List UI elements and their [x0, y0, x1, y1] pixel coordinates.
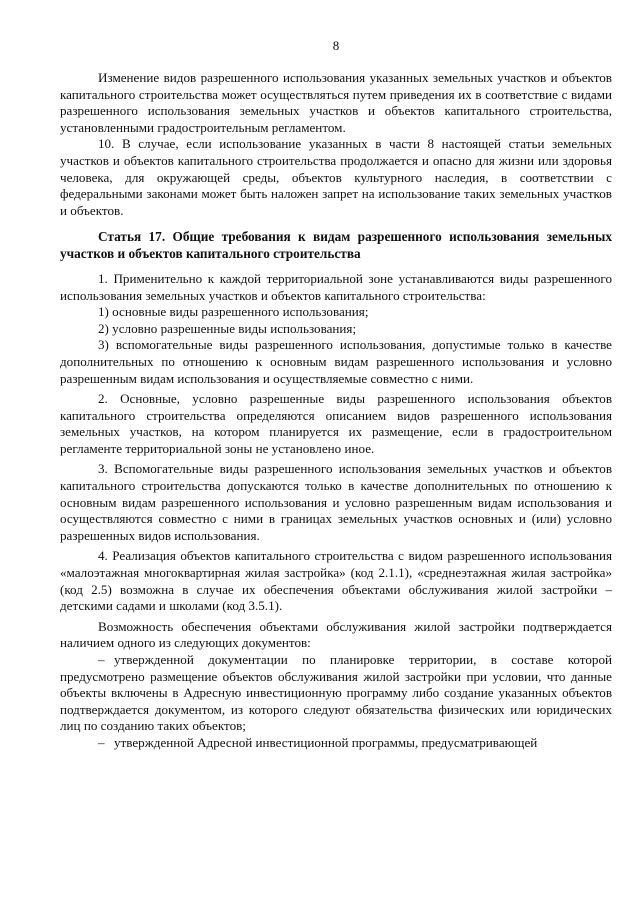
- article-17-paragraph-4: 4. Реализация объектов капитального строительства с видом разрешенного использования «малоэтажная многоквартирная жилая застройка» (код 2.1.1), «среднеэтажная жилая застройка» (код 2.5) возможна в случае их обеспечения объектами обслуживания жилой застройки – детскими садами и школами (код 3.5.1).: [60, 548, 612, 614]
- paragraph-10: 10. В случае, если использование указанных в части 8 настоящей статьи земельных участков и объектов капитального строительства продолжается и опасно для жизни или здоровья человека, для окружающей среды, объектов культурного наследия, в соответствии с федеральными законами может быть наложен запрет на использование таких земельных участков и объектов.: [60, 136, 612, 218]
- dash-list-item-text: утвержденной Адресной инвестиционной программы, предусматривающей: [114, 734, 538, 750]
- dash-list-item: [60, 652, 612, 735]
- article-17-paragraph-2: 2. Основные, условно разрешенные виды разрешенного использования объектов капитального строительства определяются описанием видов разрешенного использования земельных участков, на котором планируется их размещение, если в градостроительном регламенте территориальной зоны не установлено иное.: [60, 391, 612, 456]
- dash-list-item-text: утвержденной документации по планировке территории, в составе которой предусмотрено размещение объектов обслуживания жилой застройки при условии, что данные объекты включены в Адресную инвестиционную программу либо создание указанных объектов подтверждается документом, из которого следуют обязательства физических или юридических лиц по созданию таких объектов;: [60, 652, 612, 734]
- dash-list-item: [60, 735, 612, 752]
- paragraph-regulation-change: Изменение видов разрешенного использования указанных земельных участков и объектов капитального строительства может осуществляться путем приведения их в соответствие с видами разрешенного использования земельных участков и объектов капитального строительства, установленными градостроительным регламентом.: [60, 70, 612, 135]
- paragraph-possibility: Возможность обеспечения объектами обслуживания жилой застройки подтверждается наличием одного из следующих документов:: [60, 618, 612, 651]
- page-number: 8: [332, 38, 340, 53]
- article-17-heading: Статья 17. Общие требования к видам разрешенного использования земельных участков и объектов капитального строительства: [60, 229, 612, 262]
- article-17-paragraph-1: 1. Применительно к каждой территориальной зоне устанавливаются виды разрешенного использования земельных участков и объектов капитального строительства:: [60, 270, 612, 303]
- dash-marker: –: [98, 734, 105, 750]
- list-item-1: 1) основные виды разрешенного использования;: [98, 304, 369, 320]
- article-17-paragraph-3: 3. Вспомогательные виды разрешенного использования земельных участков и объектов капитального строительства допускаются только в качестве дополнительных по отношению к основным видам разрешенного использования и условно разрешенным видам использования и осуществляются совместно с ними в границах земельных участков основных и (или) условно разрешенных видов использования.: [60, 461, 612, 543]
- list-item-2: 2) условно разрешенные виды использования;: [98, 320, 357, 336]
- list-item-3: 3) вспомогательные виды разрешенного использования, допустимые только в качестве дополнительных по отношению к основным видам разрешенного использования и условно разрешенным видам использования и осуществляемые совместно с ними.: [60, 337, 612, 386]
- document-page: [60, 38, 612, 752]
- dash-marker: –: [98, 652, 105, 667]
